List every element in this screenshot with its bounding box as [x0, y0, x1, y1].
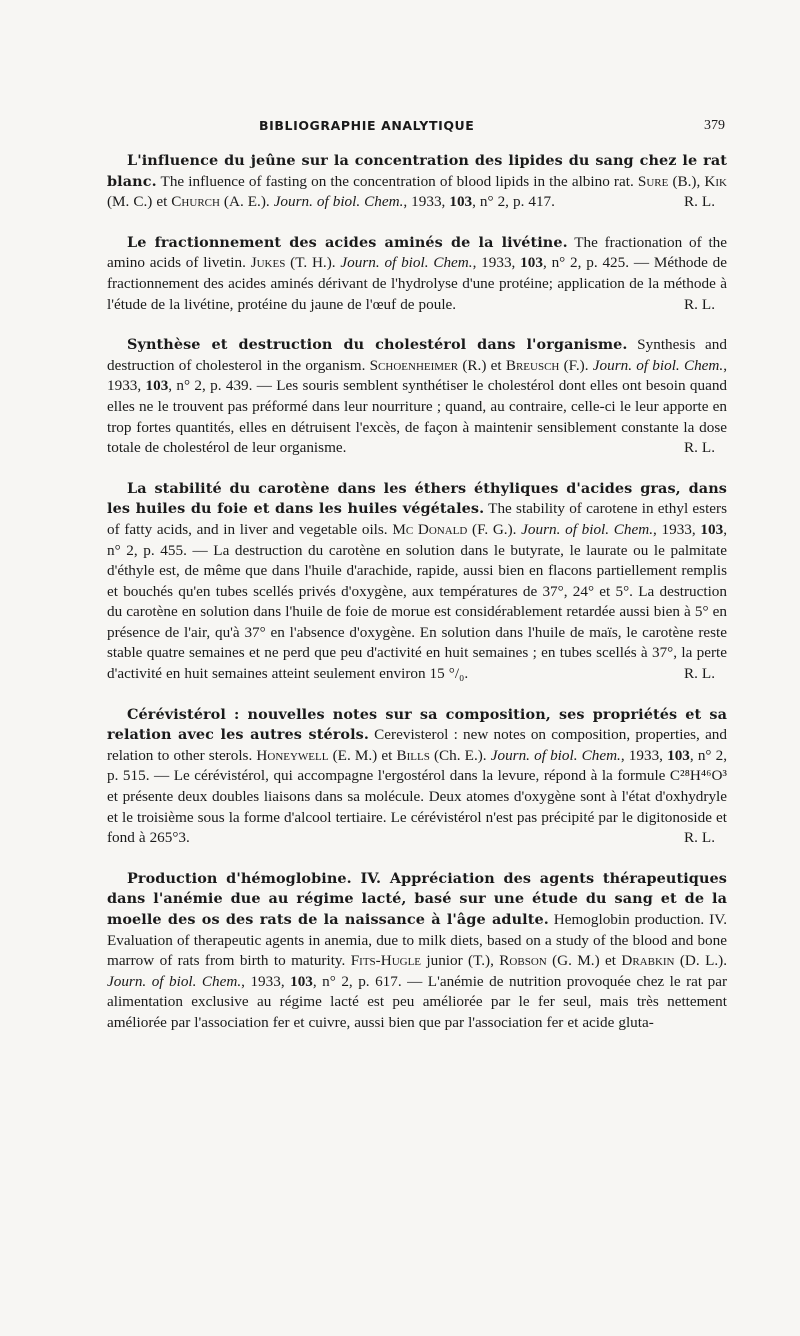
entry-title: L'influence du jeûne sur la concentration des lipides du sang chez le rat blanc.	[107, 152, 727, 190]
author-name: Robson	[499, 952, 547, 970]
volume-number: 103	[290, 972, 313, 990]
reviewer-initials: R. L.	[684, 193, 715, 211]
volume-number: 103	[145, 377, 169, 395]
bibliography-entry: La stabilité du carotène dans les éthers éthyliques d'acides gras, dans les huiles du foie et dans les huiles végétales. The stability of carotene in ethyl esters of fatty acids, and in liver and vegetable oils. Mc Donald (F. G.). Journ. of biol. Chem., 1933, 103, n° 2, p. 455. — La destruction du carotène en solution dans le butyrate, le laurate ou le palmitate d'éthyle est, de même que dans l'huile d'arachide, rapide, aussi bien en flacons partiellement remplis et bouchés qu'en tubes scellés privés d'oxygène, aux températures de 37°, 24° et 5°. La destruction du carotène en solution dans l'huile de foie de morue est considérablement retardée aussi bien à 5° en présence de l'air, qu'à 37° en l'absence d'oxygène. En solution dans l'huile de maïs, le carotène reste stable quatre semaines et ne perd que peu d'activité en huit semaines ; en tubes scellés à 37°, la perte d'activité en huit semaines atteint seulement environ 15 °/₀. R. L.	[107, 479, 727, 685]
journal-name: Journ. of biol. Chem.	[521, 520, 654, 538]
running-title: BIBLIOGRAPHIE ANALYTIQUE	[259, 118, 475, 133]
author-name: Kik	[704, 172, 727, 190]
author-name: Church	[171, 193, 220, 211]
author-name: Breusch	[505, 356, 560, 374]
entry-title: Cérévistérol : nouvelles notes sur sa composition, ses propriétés et sa relation avec les autres stérols.	[107, 705, 727, 744]
volume-number: 103	[667, 746, 690, 764]
entry-title: Synthèse et destruction du cholestérol dans l'organisme.	[127, 336, 628, 354]
bibliography-entry: Production d'hémoglobine. IV. Appréciation des agents thérapeutiques dans l'anémie due au régime lacté, basé sur une étude du sang et de la moelle des os des rats de la naissance à l'âge adulte. Hemoglobin production. IV. Evaluation of therapeutic agents in anemia, due to milk diets, based on a study of the blood and bone marrow of rats from birth to maturity. Fits-Hugle junior (T.), Robson (G. M.) et Drabkin (D. L.). Journ. of biol. Chem., 1933, 103, n° 2, p. 617. — L'anémie de nutrition provoquée chez le rat par alimentation exclusive au régime lacté est peu améliorée par le fer seul, mais très nettement améliorée par l'association fer et cuivre, aussi bien que par l'association fer et acide gluta-	[107, 869, 728, 1031]
author-name: Mc Donald	[392, 520, 468, 538]
page-number: 379	[704, 118, 725, 133]
author-name: Honeywell	[256, 746, 329, 764]
author-name: Schoenheimer	[369, 356, 459, 374]
journal-name: Journ. of biol. Chem.	[592, 356, 724, 374]
entry-title: Le fractionnement des acides aminés de la livétine.	[127, 233, 568, 251]
volume-number: 103	[520, 254, 543, 272]
author-name: Jukes	[250, 254, 286, 272]
bibliography-entry: Cérévistérol : nouvelles notes sur sa composition, ses propriétés et sa relation avec les autres stérols. Cerevisterol : new notes on composition, properties, and relation to other sterols. Honeywell (E. M.) et Bills (Ch. E.). Journ. of biol. Chem., 1933, 103, n° 2, p. 515. — Le cérévistérol, qui accompagne l'ergostérol dans la levure, répond à la formule C²⁸H⁴⁶O³ et présente deux doubles liaisons dans sa molécule. Deux atomes d'oxygène sont à l'état d'oxhydryle et le troisième sous la forme d'alcool tertiaire. Le cérévistérol n'est pas précipité par le digitonoside et fond à 265°3. R. L.	[107, 705, 727, 849]
journal-name: Journ. of biol. Chem.	[340, 254, 473, 272]
volume-number: 103	[700, 520, 724, 538]
reviewer-initials: R. L.	[684, 665, 715, 683]
reviewer-initials: R. L.	[684, 295, 715, 313]
journal-name: Journ. of biol. Chem.	[273, 193, 404, 211]
running-head	[107, 118, 727, 138]
bibliography-entry: Synthèse et destruction du cholestérol dans l'organisme. Synthesis and destruction of cholesterol in the organism. Schoenheimer (R.) et Breusch (F.). Journ. of biol. Chem., 1933, 103, n° 2, p. 439. — Les souris semblent synthétiser le cholestérol dont elles ont besoin quand elles ne le trouvent pas préformé dans leur nourriture ; quand, au contraire, celle-ci le leur apporte en trop fortes quantités, elles en détruisent l'excès, de façon à maintenir sensiblement constante la dose totale de cholestérol de leur organisme. R. L.	[107, 335, 727, 459]
journal-name: Journ. of biol. Chem.	[107, 972, 242, 990]
author-name: Bills	[396, 746, 430, 764]
author-name: Drabkin	[621, 952, 675, 970]
author-name: Sure	[637, 172, 669, 190]
entry-title: La stabilité du carotène dans les éthers éthyliques d'acides gras, dans les huiles du foie et dans les huiles végétales.	[107, 479, 727, 518]
reviewer-initials: R. L.	[684, 829, 715, 847]
bibliography-entries	[107, 151, 727, 1054]
volume-number: 103	[449, 193, 473, 211]
bibliography-entry: L'influence du jeûne sur la concentration des lipides du sang chez le rat blanc. The influence of fasting on the concentration of blood lipids in the albino rat. Sure (B.), Kik (M. C.) et Church (A. E.). Journ. of biol. Chem., 1933, 103, n° 2, p. 417. R. L.	[107, 151, 727, 213]
bibliography-entry: Le fractionnement des acides aminés de la livétine. The fractionation of the amino acids of livetin. Jukes (T. H.). Journ. of biol. Chem., 1933, 103, n° 2, p. 425. — Méthode de fractionnement des acides aminés dérivant de l'hydrolyse d'une protéine; application de la méthode à l'étude de la livétine, protéine du jaune de l'œuf de poule. R. L.	[107, 233, 727, 315]
reviewer-initials: R. L.	[684, 439, 715, 457]
entry-title: Production d'hémoglobine. IV. Appréciation des agents thérapeutiques dans l'anémie due au régime lacté, basé sur une étude du sang et de la moelle des os des rats de la naissance à l'âge adulte.	[107, 869, 727, 928]
journal-name: Journ. of biol. Chem.	[490, 746, 621, 764]
author-name: Fits-Hugle	[350, 952, 422, 970]
